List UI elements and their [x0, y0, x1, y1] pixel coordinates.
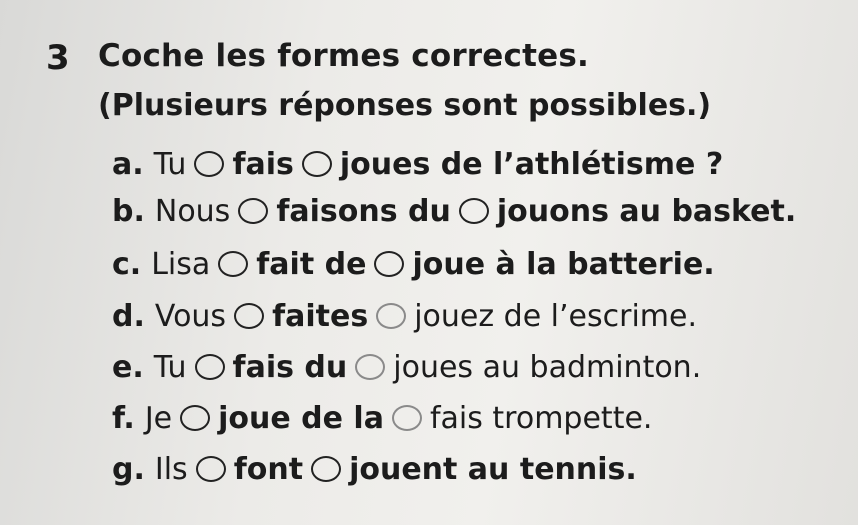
checkbox-option-1[interactable] — [238, 198, 268, 224]
checkbox-option-2[interactable] — [374, 251, 404, 277]
item-option-1: fais du — [232, 349, 348, 385]
item-d — [112, 296, 697, 336]
item-option-1: faisons du — [276, 193, 451, 229]
item-subject: Nous — [154, 193, 231, 229]
item-option-1: fais — [232, 146, 294, 182]
item-option-1: font — [233, 451, 304, 487]
checkbox-option-1[interactable] — [196, 456, 226, 482]
item-b — [112, 191, 796, 231]
checkbox-option-2[interactable] — [311, 456, 341, 482]
item-letter: d. — [112, 298, 145, 334]
item-letter: a. — [112, 146, 144, 182]
item-option-2: joue à la batterie. — [412, 246, 715, 282]
item-subject: Vous — [154, 298, 227, 334]
item-letter: g. — [112, 451, 145, 487]
exercise-subtitle: (Plusieurs réponses sont possibles.) — [98, 88, 712, 123]
item-option-1: faites — [272, 298, 369, 334]
checkbox-option-1[interactable] — [195, 354, 225, 380]
item-c — [112, 244, 715, 284]
item-f — [112, 398, 652, 438]
exercise-number: 3 — [46, 38, 70, 78]
checkbox-option-1[interactable] — [180, 405, 210, 431]
item-a — [112, 144, 723, 184]
item-subject: Je — [144, 400, 173, 436]
item-option-1: fait de — [256, 246, 367, 282]
checkbox-option-2[interactable] — [355, 354, 385, 380]
checkbox-option-2[interactable] — [392, 405, 422, 431]
item-subject: Ils — [154, 451, 188, 487]
item-option-2: joues au badminton. — [393, 349, 702, 385]
checkbox-option-2[interactable] — [376, 303, 406, 329]
item-letter: f. — [112, 400, 135, 436]
checkbox-option-1[interactable] — [194, 151, 224, 177]
item-e — [112, 347, 701, 387]
checkbox-option-2[interactable] — [302, 151, 332, 177]
item-letter: b. — [112, 193, 145, 229]
item-option-1: joue de la — [218, 400, 384, 436]
item-subject: Tu — [153, 349, 187, 385]
item-option-2: fais trompette. — [429, 400, 653, 436]
item-option-2: jouons au basket. — [496, 193, 797, 229]
checkbox-option-1[interactable] — [218, 251, 248, 277]
item-letter: c. — [112, 246, 142, 282]
item-option-2: joues de l’athlétisme ? — [339, 146, 724, 182]
item-option-2: jouez de l’escrime. — [414, 298, 698, 334]
item-letter: e. — [112, 349, 144, 385]
item-subject: Lisa — [151, 246, 211, 282]
checkbox-option-1[interactable] — [234, 303, 264, 329]
item-g — [112, 449, 637, 489]
checkbox-option-2[interactable] — [459, 198, 489, 224]
exercise-title: Coche les formes correctes. — [98, 38, 589, 74]
item-option-2: jouent au tennis. — [349, 451, 637, 487]
item-subject: Tu — [153, 146, 187, 182]
